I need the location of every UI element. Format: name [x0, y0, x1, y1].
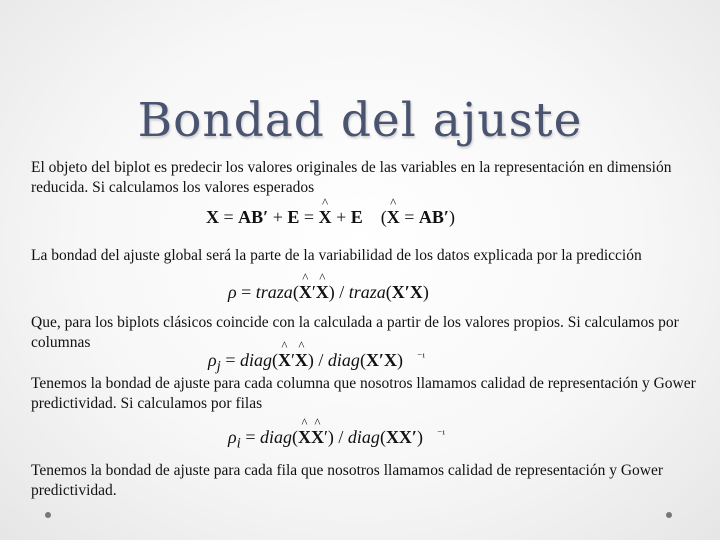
equation-global-fit: ρ = traza(^ X′^ X) / traza(X′X)	[228, 282, 429, 303]
bullet-right-dot	[666, 512, 672, 518]
bullet-left-dot	[45, 512, 51, 518]
slide-title: Bondad del ajuste	[137, 93, 583, 149]
equation-model: X = AB′ + E = ^ X + E (^ X = AB′)	[206, 207, 455, 228]
paragraph-conclusion: Tenemos la bondad de ajuste para cada fila que nosotros llamamos calidad de representación y Gower predictividad.	[31, 462, 664, 499]
paragraph-objective: El objeto del biplot es predecir los valores originales de las variables en la representación en dimensión reducida. Si calculamos los valores esperados	[31, 159, 672, 196]
paragraph-rows: Tenemos la bondad de ajuste para cada columna que nosotros llamamos calidad de representación y Gower predictividad. Si calculamos por filas	[31, 375, 696, 412]
equation-rows: $\rho_i$ = diag(^ X^ X′) / diag(XX′) $^{^{-1}}$	[228, 427, 445, 453]
equation-columns: $\rho_j$ = diag(^ X′^ X) / diag(X′X) $^{^{-1}}$	[208, 350, 425, 376]
paragraph-columns: Que, para los biplots clásicos coincide con la calculada a partir de los valores propios. Si calculamos por columnas	[31, 314, 679, 351]
paragraph-global-fit: La bondad del ajuste global será la parte de la variabilidad de los datos explicada por la predicción	[31, 247, 642, 264]
